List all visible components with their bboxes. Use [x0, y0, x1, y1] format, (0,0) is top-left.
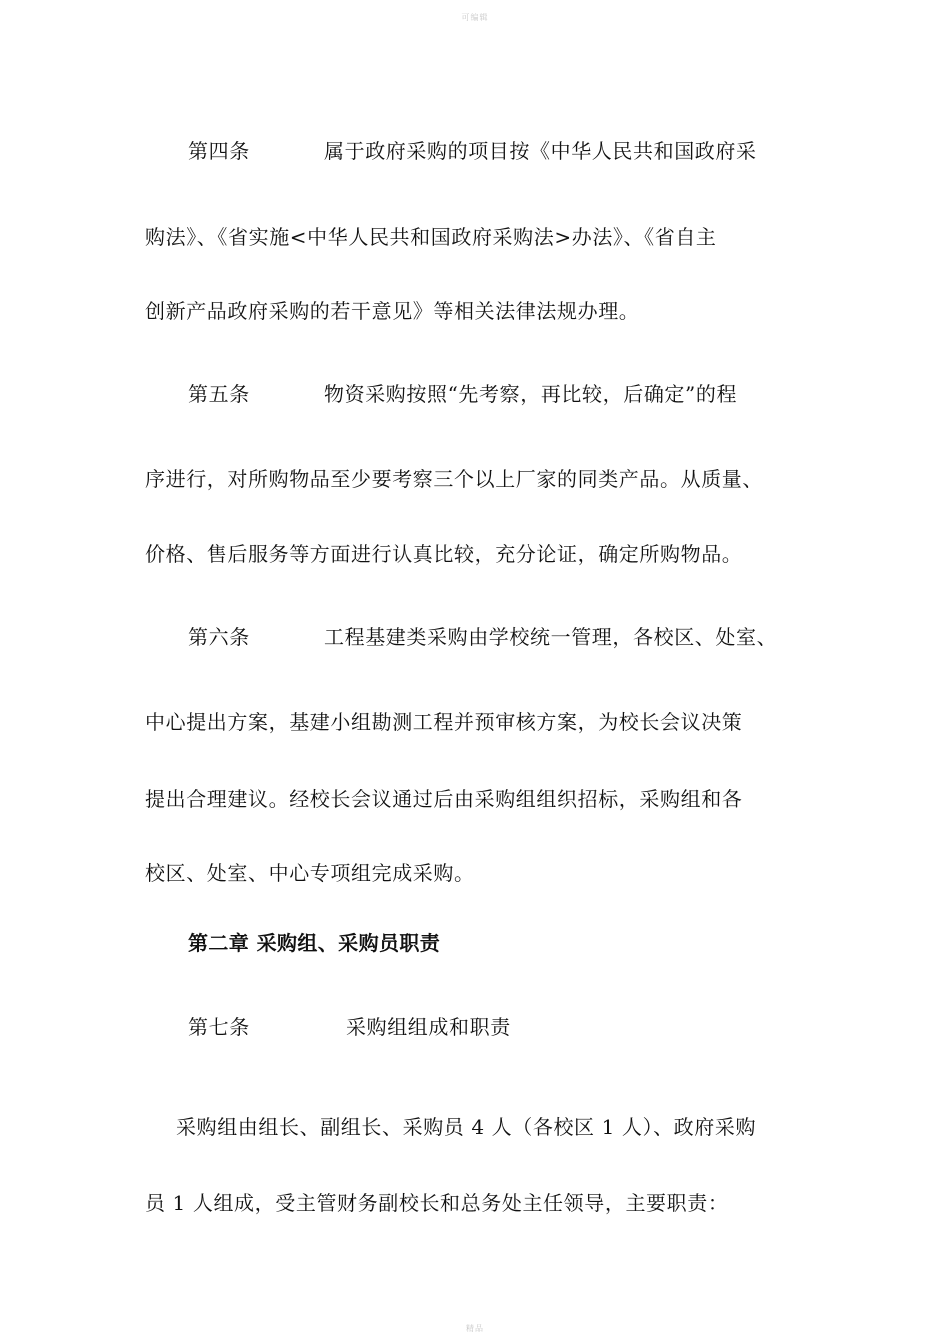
article-4-text-line-2: 购法》、《省实施<中华人民共和国政府采购法>办法》、《省自主 [145, 225, 717, 249]
article-7-text-line-2: 员 1 人组成，受主管财务副校长和总务处主任领导，主要职责： [145, 1191, 729, 1215]
footer-watermark: 精品 [466, 1324, 484, 1333]
header-watermark: 可编辑 [461, 13, 489, 22]
article-5-text-line-3: 价格、售后服务等方面进行认真比较，充分论证，确定所购物品。 [145, 542, 743, 566]
article-5-first-line [188, 377, 878, 411]
article-6-text-line-3: 提出合理建议。经校长会议通过后由采购组组织招标，采购组和各 [145, 787, 743, 811]
article-7-heading-line [188, 1010, 878, 1044]
article-7-number: 第七条 [188, 1015, 250, 1039]
article-4-text-line-3: 创新产品政府采购的若干意见》等相关法律法规办理。 [145, 299, 640, 323]
article-6-number: 第六条 [188, 625, 250, 649]
article-5-text-line-2: 序进行，对所购物品至少要考察三个以上厂家的同类产品。从质量、 [145, 467, 763, 491]
article-4-first-line [188, 134, 878, 168]
article-7-text-line-1: 采购组由组长、副组长、采购员 4 人（各校区 1 人）、政府采购 [176, 1115, 757, 1139]
chapter-2-heading: 第二章 采购组、采购员职责 [188, 931, 441, 955]
article-6-text-line-4: 校区、处室、中心专项组完成采购。 [145, 861, 475, 885]
article-5-text-line-1: 物资采购按照“先考察，再比较，后确定”的程 [324, 382, 738, 406]
article-6-text-line-2: 中心提出方案，基建小组勘测工程并预审核方案，为校长会议决策 [145, 710, 743, 734]
article-4-text-line-1: 属于政府采购的项目按《中华人民共和国政府采 [324, 139, 757, 163]
article-4-number: 第四条 [188, 139, 250, 163]
article-5-number: 第五条 [188, 382, 250, 406]
article-7-title: 采购组组成和职责 [346, 1015, 511, 1039]
article-6-text-line-1: 工程基建类采购由学校统一管理，各校区、处室、 [324, 625, 778, 649]
article-6-first-line [188, 620, 878, 654]
